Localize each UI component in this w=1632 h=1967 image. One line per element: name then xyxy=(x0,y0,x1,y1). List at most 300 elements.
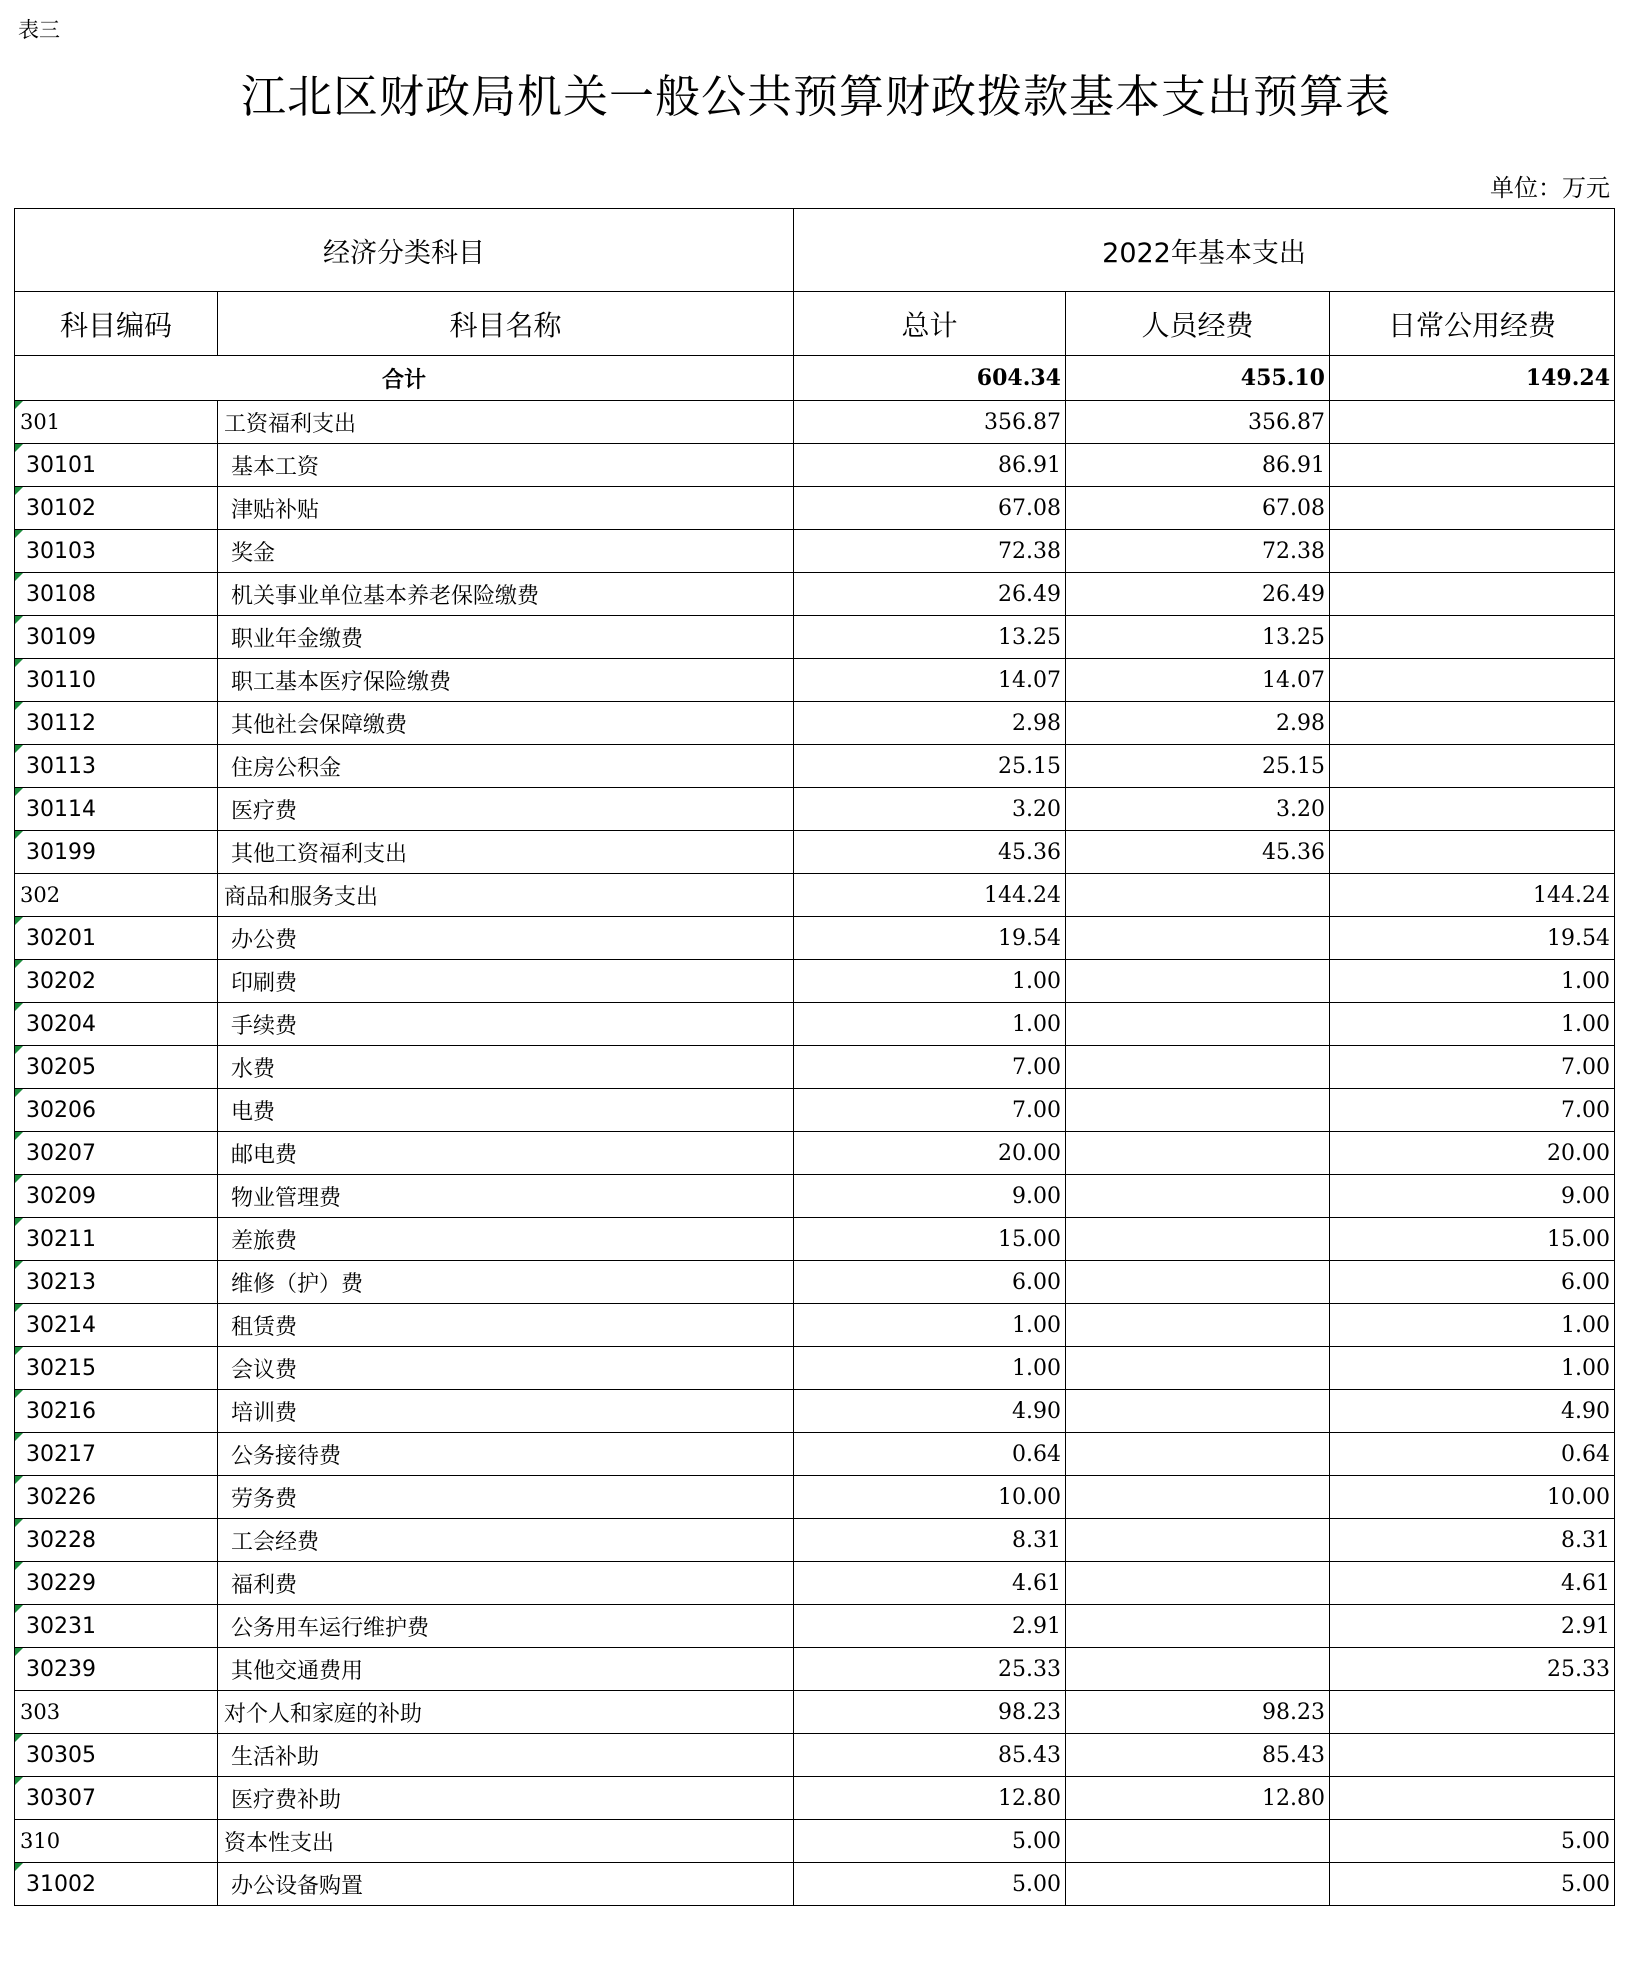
header-econ-class: 经济分类科目 xyxy=(15,209,794,292)
cell-marker-icon xyxy=(15,1218,23,1226)
daily-cell xyxy=(1330,487,1615,530)
total-cell-text: 1.00 xyxy=(1012,1355,1061,1381)
code-cell-text: 30207 xyxy=(26,1140,96,1166)
total-cell xyxy=(794,1347,1066,1390)
daily-cell xyxy=(1330,1519,1615,1562)
daily-cell xyxy=(1330,1175,1615,1218)
table-row xyxy=(15,788,1615,831)
header-row-columns xyxy=(15,292,1615,356)
category-row xyxy=(15,1820,1615,1863)
table-row xyxy=(15,831,1615,874)
code-cell xyxy=(15,1089,218,1132)
code-cell-text: 30108 xyxy=(26,581,96,607)
code-cell-text: 30228 xyxy=(26,1527,96,1553)
name-cell xyxy=(218,1691,794,1734)
name-cell xyxy=(218,1261,794,1304)
code-cell-text: 30112 xyxy=(26,710,96,736)
personnel-cell xyxy=(1066,1433,1330,1476)
daily-cell xyxy=(1330,1777,1615,1820)
total-cell-text: 4.90 xyxy=(1012,1398,1061,1424)
daily-cell xyxy=(1330,616,1615,659)
daily-cell-text: 1.00 xyxy=(1561,1312,1611,1338)
cell-marker-icon xyxy=(15,1734,23,1742)
category-row xyxy=(15,1691,1615,1734)
code-cell xyxy=(15,1691,218,1734)
personnel-cell xyxy=(1066,1863,1330,1906)
personnel-cell xyxy=(1066,1777,1330,1820)
total-cell xyxy=(794,917,1066,960)
personnel-cell xyxy=(1066,1390,1330,1433)
total-cell xyxy=(794,1089,1066,1132)
total-cell xyxy=(794,1046,1066,1089)
cell-marker-icon xyxy=(15,745,23,753)
name-cell-text: 劳务费 xyxy=(231,1486,298,1512)
table-row xyxy=(15,1648,1615,1691)
name-cell-text: 职工基本医疗保险缴费 xyxy=(231,669,452,695)
code-cell-text: 30110 xyxy=(26,667,96,693)
code-cell xyxy=(15,1820,218,1863)
cell-marker-icon xyxy=(15,444,23,452)
daily-cell-text: 1.00 xyxy=(1561,1355,1611,1381)
total-cell xyxy=(794,960,1066,1003)
daily-cell-text: 0.64 xyxy=(1561,1441,1611,1467)
summary-row xyxy=(15,356,1615,401)
table-row xyxy=(15,1476,1615,1519)
total-cell-text: 0.64 xyxy=(1012,1441,1061,1467)
daily-cell xyxy=(1330,1734,1615,1777)
code-cell-text: 30231 xyxy=(26,1613,96,1639)
name-cell-text: 生活补助 xyxy=(231,1744,320,1770)
name-cell-text: 公务用车运行维护费 xyxy=(231,1615,430,1641)
name-cell-text: 工资福利支出 xyxy=(224,411,357,437)
name-cell xyxy=(218,487,794,530)
code-cell xyxy=(15,1132,218,1175)
total-cell-text: 6.00 xyxy=(1012,1269,1061,1295)
personnel-cell-text: 86.91 xyxy=(1262,452,1325,478)
daily-cell xyxy=(1330,401,1615,444)
total-cell-text: 2.98 xyxy=(1012,710,1061,736)
name-cell xyxy=(218,788,794,831)
total-cell xyxy=(794,1433,1066,1476)
cell-marker-icon xyxy=(15,1046,23,1054)
total-cell xyxy=(794,831,1066,874)
cell-marker-icon xyxy=(15,616,23,624)
name-cell-text: 机关事业单位基本养老保险缴费 xyxy=(231,583,540,609)
table-row xyxy=(15,1777,1615,1820)
name-cell-text: 其他交通费用 xyxy=(231,1658,364,1684)
category-row xyxy=(15,874,1615,917)
personnel-cell-text: 2.98 xyxy=(1276,710,1325,736)
name-cell xyxy=(218,831,794,874)
personnel-cell-text: 356.87 xyxy=(1248,409,1325,435)
name-cell-text: 福利费 xyxy=(231,1572,298,1598)
name-cell xyxy=(218,1433,794,1476)
table-row xyxy=(15,1519,1615,1562)
table-row xyxy=(15,1433,1615,1476)
name-cell xyxy=(218,1390,794,1433)
name-cell xyxy=(218,1218,794,1261)
personnel-cell-text: 25.15 xyxy=(1262,753,1325,779)
name-cell-text: 医疗费 xyxy=(231,798,298,824)
name-cell xyxy=(218,1304,794,1347)
total-cell-text: 1.00 xyxy=(1012,1312,1061,1338)
table-row xyxy=(15,702,1615,745)
name-cell xyxy=(218,1046,794,1089)
cell-marker-icon xyxy=(15,1519,23,1527)
daily-cell-text: 9.00 xyxy=(1561,1183,1611,1209)
personnel-cell xyxy=(1066,1605,1330,1648)
code-cell xyxy=(15,1562,218,1605)
total-cell-text: 3.20 xyxy=(1012,796,1061,822)
name-cell-text: 职业年金缴费 xyxy=(231,626,364,652)
summary-personnel: 455.10 xyxy=(1066,356,1330,401)
cell-marker-icon xyxy=(15,1089,23,1097)
code-cell-text: 30103 xyxy=(26,538,96,564)
personnel-cell xyxy=(1066,1304,1330,1347)
code-cell-text: 30209 xyxy=(26,1183,96,1209)
code-cell-text: 302 xyxy=(20,883,61,907)
code-cell xyxy=(15,487,218,530)
personnel-cell xyxy=(1066,874,1330,917)
name-cell-text: 住房公积金 xyxy=(231,755,342,781)
personnel-cell-text: 12.80 xyxy=(1262,1785,1325,1811)
code-cell-text: 30226 xyxy=(26,1484,96,1510)
total-cell-text: 15.00 xyxy=(998,1226,1061,1252)
daily-cell-text: 2.91 xyxy=(1561,1613,1611,1639)
cell-marker-icon xyxy=(15,1347,23,1355)
total-cell xyxy=(794,1605,1066,1648)
name-cell xyxy=(218,530,794,573)
name-cell xyxy=(218,702,794,745)
personnel-cell-text: 26.49 xyxy=(1262,581,1325,607)
total-cell-text: 1.00 xyxy=(1012,968,1061,994)
name-cell-text: 维修（护）费 xyxy=(231,1271,364,1297)
table-row xyxy=(15,659,1615,702)
cell-marker-icon xyxy=(15,1476,23,1484)
table-row xyxy=(15,1003,1615,1046)
name-cell-text: 商品和服务支出 xyxy=(224,884,379,910)
cell-marker-icon xyxy=(15,1863,23,1871)
name-cell xyxy=(218,960,794,1003)
code-cell-text: 30202 xyxy=(26,968,96,994)
personnel-cell-text: 14.07 xyxy=(1262,667,1325,693)
code-cell-text: 30205 xyxy=(26,1054,96,1080)
page-title: 江北区财政局机关一般公共预算财政拨款基本支出预算表 xyxy=(240,70,1391,123)
name-cell-text: 水费 xyxy=(231,1056,276,1082)
personnel-cell-text: 98.23 xyxy=(1262,1699,1325,1725)
code-cell xyxy=(15,1003,218,1046)
cell-marker-icon xyxy=(15,788,23,796)
daily-cell xyxy=(1330,788,1615,831)
name-cell xyxy=(218,1648,794,1691)
code-cell xyxy=(15,960,218,1003)
code-cell xyxy=(15,1390,218,1433)
daily-cell xyxy=(1330,1476,1615,1519)
total-cell xyxy=(794,874,1066,917)
table-row xyxy=(15,1562,1615,1605)
code-cell xyxy=(15,702,218,745)
name-cell xyxy=(218,1347,794,1390)
total-cell-text: 26.49 xyxy=(998,581,1061,607)
personnel-cell-text: 85.43 xyxy=(1262,1742,1325,1768)
name-cell xyxy=(218,573,794,616)
daily-cell-text: 1.00 xyxy=(1561,1011,1611,1037)
unit-label: 单位：万元 xyxy=(1490,174,1610,202)
code-cell xyxy=(15,1648,218,1691)
daily-cell xyxy=(1330,1390,1615,1433)
daily-cell xyxy=(1330,702,1615,745)
code-cell-text: 30102 xyxy=(26,495,96,521)
daily-cell-text: 19.54 xyxy=(1547,925,1611,951)
total-cell-text: 356.87 xyxy=(984,409,1061,435)
code-cell-text: 30214 xyxy=(26,1312,96,1338)
code-cell-text: 30206 xyxy=(26,1097,96,1123)
name-cell xyxy=(218,616,794,659)
total-cell-text: 45.36 xyxy=(998,839,1061,865)
table-row xyxy=(15,1390,1615,1433)
daily-cell xyxy=(1330,1218,1615,1261)
daily-cell xyxy=(1330,1132,1615,1175)
total-cell-text: 20.00 xyxy=(998,1140,1061,1166)
header-total: 总计 xyxy=(794,292,1066,356)
name-cell xyxy=(218,1519,794,1562)
total-cell xyxy=(794,487,1066,530)
total-cell xyxy=(794,1562,1066,1605)
personnel-cell xyxy=(1066,1132,1330,1175)
code-cell xyxy=(15,659,218,702)
code-cell xyxy=(15,1046,218,1089)
personnel-cell xyxy=(1066,1691,1330,1734)
name-cell-text: 工会经费 xyxy=(231,1529,320,1555)
name-cell-text: 其他社会保障缴费 xyxy=(231,712,408,738)
total-cell xyxy=(794,1175,1066,1218)
table-row xyxy=(15,917,1615,960)
personnel-cell xyxy=(1066,1175,1330,1218)
total-cell xyxy=(794,1691,1066,1734)
table-row xyxy=(15,573,1615,616)
code-cell-text: 30199 xyxy=(26,839,96,865)
code-cell-text: 303 xyxy=(20,1700,61,1724)
total-cell-text: 5.00 xyxy=(1012,1871,1061,1897)
name-cell xyxy=(218,1476,794,1519)
code-cell-text: 310 xyxy=(20,1829,61,1853)
code-cell xyxy=(15,1304,218,1347)
total-cell xyxy=(794,1648,1066,1691)
daily-cell-text: 4.90 xyxy=(1561,1398,1611,1424)
total-cell-text: 10.00 xyxy=(998,1484,1061,1510)
code-cell-text: 30307 xyxy=(26,1785,96,1811)
table-row xyxy=(15,1261,1615,1304)
personnel-cell xyxy=(1066,1261,1330,1304)
personnel-cell xyxy=(1066,1347,1330,1390)
total-cell xyxy=(794,444,1066,487)
name-cell-text: 电费 xyxy=(231,1099,276,1125)
code-cell xyxy=(15,1519,218,1562)
table-row xyxy=(15,1046,1615,1089)
personnel-cell xyxy=(1066,401,1330,444)
cell-marker-icon xyxy=(15,1304,23,1312)
code-cell xyxy=(15,1605,218,1648)
cell-marker-icon xyxy=(15,573,23,581)
daily-cell xyxy=(1330,831,1615,874)
daily-cell xyxy=(1330,1347,1615,1390)
code-cell xyxy=(15,1175,218,1218)
total-cell-text: 14.07 xyxy=(998,667,1061,693)
personnel-cell-text: 72.38 xyxy=(1262,538,1325,564)
name-cell-text: 邮电费 xyxy=(231,1142,298,1168)
total-cell xyxy=(794,1519,1066,1562)
personnel-cell xyxy=(1066,1476,1330,1519)
code-cell xyxy=(15,444,218,487)
name-cell xyxy=(218,917,794,960)
total-cell-text: 19.54 xyxy=(998,925,1061,951)
code-cell-text: 30229 xyxy=(26,1570,96,1596)
daily-cell-text: 10.00 xyxy=(1547,1484,1611,1510)
personnel-cell-text: 45.36 xyxy=(1262,839,1325,865)
code-cell-text: 30217 xyxy=(26,1441,96,1467)
name-cell xyxy=(218,874,794,917)
total-cell-text: 1.00 xyxy=(1012,1011,1061,1037)
daily-cell-text: 8.31 xyxy=(1561,1527,1611,1553)
daily-cell xyxy=(1330,1691,1615,1734)
code-cell-text: 30213 xyxy=(26,1269,96,1295)
cell-marker-icon xyxy=(15,487,23,495)
table-row xyxy=(15,960,1615,1003)
personnel-cell xyxy=(1066,1648,1330,1691)
code-cell-text: 30101 xyxy=(26,452,96,478)
header-daily: 日常公用经费 xyxy=(1330,292,1615,356)
code-cell xyxy=(15,1476,218,1519)
name-cell-text: 其他工资福利支出 xyxy=(231,841,408,867)
daily-cell xyxy=(1330,960,1615,1003)
code-cell xyxy=(15,745,218,788)
name-cell xyxy=(218,1132,794,1175)
code-cell xyxy=(15,917,218,960)
daily-cell-text: 6.00 xyxy=(1561,1269,1611,1295)
cell-marker-icon xyxy=(15,1562,23,1570)
daily-cell-text: 5.00 xyxy=(1561,1828,1611,1854)
total-cell xyxy=(794,659,1066,702)
total-cell xyxy=(794,1734,1066,1777)
personnel-cell-text: 13.25 xyxy=(1262,624,1325,650)
total-cell xyxy=(794,1777,1066,1820)
table-row xyxy=(15,1863,1615,1906)
personnel-cell xyxy=(1066,702,1330,745)
daily-cell xyxy=(1330,917,1615,960)
table-row xyxy=(15,1089,1615,1132)
personnel-cell xyxy=(1066,444,1330,487)
table-row xyxy=(15,1132,1615,1175)
code-cell-text: 30201 xyxy=(26,925,96,951)
code-cell xyxy=(15,616,218,659)
summary-total: 604.34 xyxy=(794,356,1066,401)
total-cell-text: 25.15 xyxy=(998,753,1061,779)
name-cell xyxy=(218,1089,794,1132)
cell-marker-icon xyxy=(15,1132,23,1140)
name-cell-text: 印刷费 xyxy=(231,970,298,996)
personnel-cell xyxy=(1066,487,1330,530)
code-cell xyxy=(15,573,218,616)
code-cell-text: 30211 xyxy=(26,1226,96,1252)
total-cell xyxy=(794,1003,1066,1046)
total-cell-text: 72.38 xyxy=(998,538,1061,564)
summary-label: 合计 xyxy=(15,356,794,401)
code-cell-text: 301 xyxy=(20,410,61,434)
daily-cell xyxy=(1330,1863,1615,1906)
code-cell-text: 30305 xyxy=(26,1742,96,1768)
cell-marker-icon xyxy=(15,1648,23,1656)
name-cell-text: 基本工资 xyxy=(231,454,320,480)
personnel-cell xyxy=(1066,1218,1330,1261)
total-cell-text: 98.23 xyxy=(998,1699,1061,1725)
code-cell xyxy=(15,1734,218,1777)
cell-marker-icon xyxy=(15,530,23,538)
total-cell-text: 85.43 xyxy=(998,1742,1061,1768)
code-cell xyxy=(15,1261,218,1304)
total-cell-text: 67.08 xyxy=(998,495,1061,521)
total-cell xyxy=(794,702,1066,745)
code-cell xyxy=(15,1433,218,1476)
personnel-cell xyxy=(1066,960,1330,1003)
daily-cell-text: 7.00 xyxy=(1561,1054,1611,1080)
name-cell xyxy=(218,1562,794,1605)
table-row xyxy=(15,487,1615,530)
personnel-cell xyxy=(1066,1046,1330,1089)
total-cell xyxy=(794,1390,1066,1433)
name-cell xyxy=(218,659,794,702)
code-cell-text: 30215 xyxy=(26,1355,96,1381)
table-row xyxy=(15,1304,1615,1347)
cell-marker-icon xyxy=(15,401,23,409)
name-cell xyxy=(218,444,794,487)
name-cell-text: 会议费 xyxy=(231,1357,298,1383)
cell-marker-icon xyxy=(15,1605,23,1613)
personnel-cell-text: 67.08 xyxy=(1262,495,1325,521)
table-row xyxy=(15,444,1615,487)
total-cell xyxy=(794,1863,1066,1906)
total-cell xyxy=(794,1218,1066,1261)
table-row xyxy=(15,1175,1615,1218)
cell-marker-icon xyxy=(15,1175,23,1183)
name-cell xyxy=(218,1175,794,1218)
code-cell xyxy=(15,1777,218,1820)
daily-cell-text: 1.00 xyxy=(1561,968,1611,994)
code-cell xyxy=(15,1347,218,1390)
daily-cell-text: 144.24 xyxy=(1533,882,1611,908)
personnel-cell xyxy=(1066,573,1330,616)
code-cell-text: 30239 xyxy=(26,1656,96,1682)
category-row xyxy=(15,401,1615,444)
table-row xyxy=(15,1605,1615,1648)
total-cell-text: 25.33 xyxy=(998,1656,1061,1682)
code-cell xyxy=(15,831,218,874)
daily-cell xyxy=(1330,1562,1615,1605)
header-name: 科目名称 xyxy=(218,292,794,356)
daily-cell-text: 15.00 xyxy=(1547,1226,1611,1252)
daily-cell xyxy=(1330,530,1615,573)
daily-cell xyxy=(1330,1304,1615,1347)
personnel-cell xyxy=(1066,659,1330,702)
total-cell xyxy=(794,530,1066,573)
personnel-cell xyxy=(1066,1820,1330,1863)
personnel-cell xyxy=(1066,1089,1330,1132)
name-cell-text: 办公设备购置 xyxy=(231,1873,364,1899)
daily-cell-text: 4.61 xyxy=(1561,1570,1611,1596)
name-cell xyxy=(218,401,794,444)
daily-cell-text: 5.00 xyxy=(1561,1871,1611,1897)
total-cell-text: 144.24 xyxy=(984,882,1061,908)
name-cell-text: 公务接待费 xyxy=(231,1443,342,1469)
